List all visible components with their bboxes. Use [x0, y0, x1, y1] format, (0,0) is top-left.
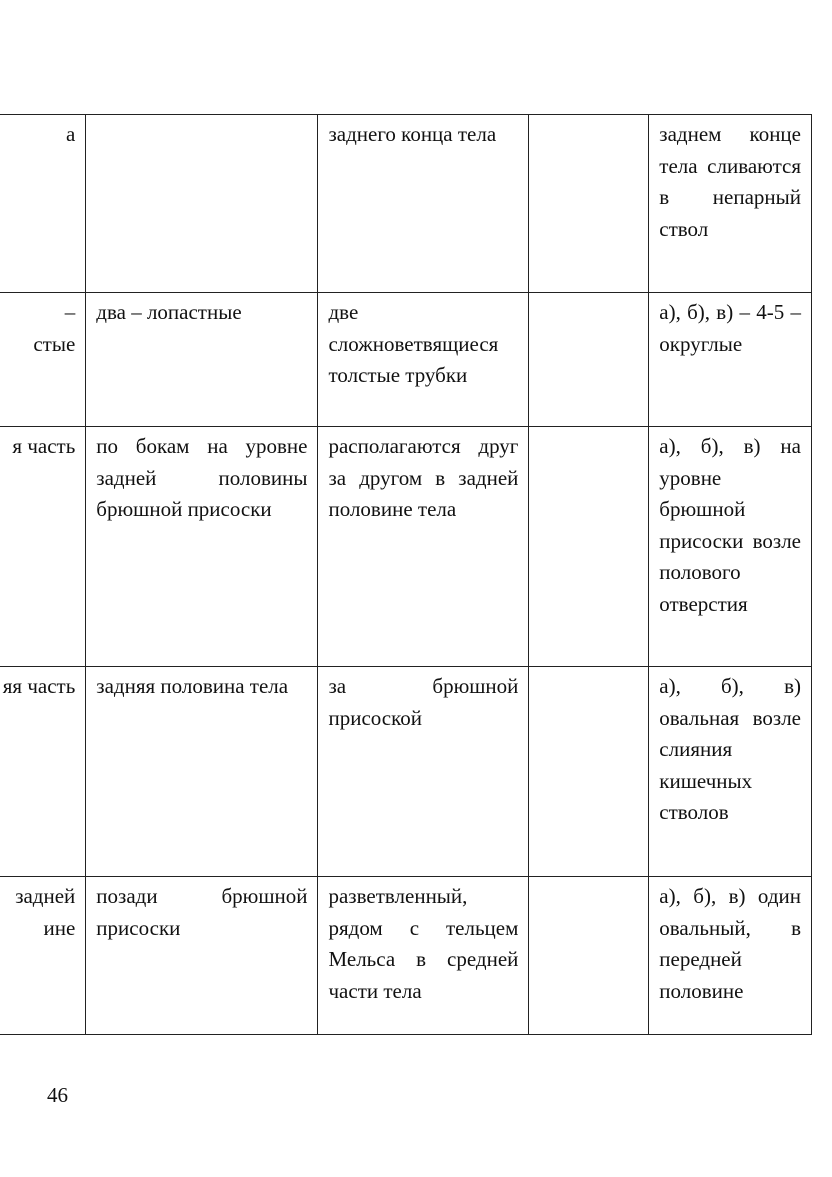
table-cell: задней ине [0, 877, 86, 1035]
table-cell: два – лопастные [86, 293, 318, 427]
table-cell [529, 667, 649, 877]
table-cell [529, 877, 649, 1035]
table-row [0, 877, 812, 1035]
page-number: 46 [47, 1083, 68, 1107]
table-cell: располагаются друг за другом в задней половине тела [318, 427, 529, 667]
table-cell: яя часть [0, 667, 86, 877]
table-row [0, 427, 812, 667]
table-cell: а), б), в) на уровне брюшной присоски возле полового отверстия [649, 427, 812, 667]
table-cell: а), б), в) один овальный, в передней половине [649, 877, 812, 1035]
table-cell: заднем конце тела сливаются в непарный ствол [649, 115, 812, 293]
table-cell [529, 427, 649, 667]
data-table [0, 114, 812, 1035]
table-row [0, 293, 812, 427]
table-cell: задняя половина тела [86, 667, 318, 877]
table-cell: а), б), в) овальная возле слияния кишечных стволов [649, 667, 812, 877]
table-cell: разветвленный, рядом с тельцем Мельса в средней части тела [318, 877, 529, 1035]
table-cell: позади брюшной присоски [86, 877, 318, 1035]
table-cell: а [0, 115, 86, 293]
table-cell [86, 115, 318, 293]
table-cell: – стые [0, 293, 86, 427]
table-cell: по бокам на уровне задней половины брюшной присоски [86, 427, 318, 667]
table-cell: за брюшной присоской [318, 667, 529, 877]
table-cell [529, 293, 649, 427]
table-row [0, 667, 812, 877]
table-cell [529, 115, 649, 293]
table-cell: заднего конца тела [318, 115, 529, 293]
table-cell: а), б), в) – 4-5 – округлые [649, 293, 812, 427]
table-cell: две сложноветвящиеся толстые трубки [318, 293, 529, 427]
table-row [0, 115, 812, 293]
table-cell: я часть [0, 427, 86, 667]
